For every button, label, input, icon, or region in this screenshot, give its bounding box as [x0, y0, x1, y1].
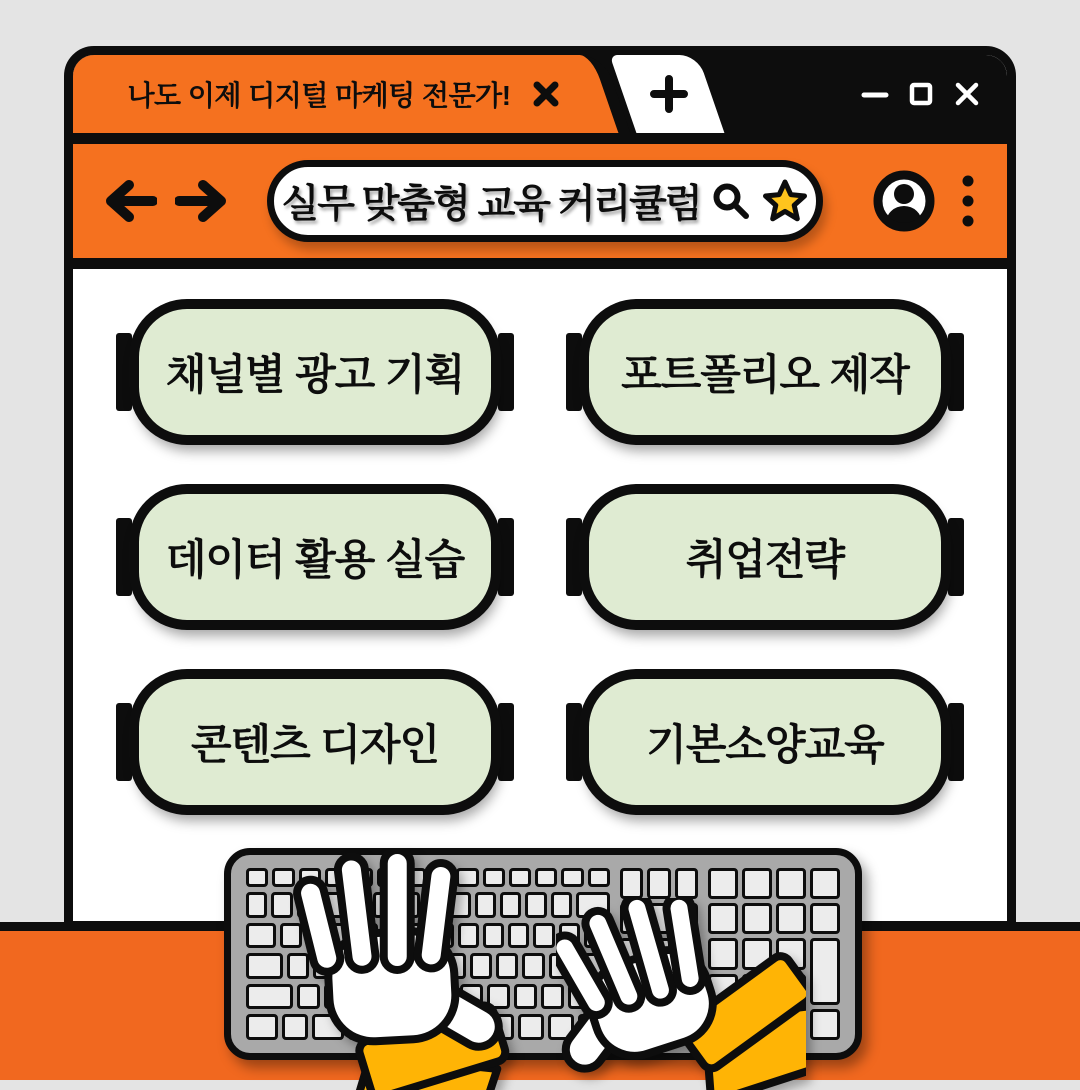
- tab-title: 나도 이제 디지털 마케팅 전문가!: [127, 80, 511, 111]
- curriculum-grid: [73, 269, 1007, 815]
- course-button-portfolio[interactable]: 포트폴리오 제작: [579, 299, 951, 445]
- back-icon[interactable]: [105, 178, 157, 224]
- window-controls: [859, 55, 983, 133]
- typing-hand-right: [556, 898, 806, 1090]
- course-button-job-strategy[interactable]: 취업전략: [579, 484, 951, 630]
- keyboard-key: [810, 903, 840, 934]
- keyboard-key: [810, 938, 840, 1004]
- address-bar[interactable]: [267, 160, 823, 242]
- keyboard-key: [533, 923, 554, 949]
- course-button-content-design[interactable]: 콘텐츠 디자인: [129, 669, 501, 815]
- close-window-icon[interactable]: [951, 78, 983, 110]
- browser-toolbar: [73, 133, 1007, 269]
- plus-icon: [650, 75, 688, 113]
- keyboard-key: [810, 868, 840, 899]
- keyboard-key: [647, 868, 670, 899]
- search-icon[interactable]: [712, 182, 750, 220]
- menu-kebab-icon[interactable]: [961, 174, 975, 228]
- tab-bar: [73, 55, 1007, 133]
- keyboard-key: [776, 868, 806, 899]
- keyboard-key: [708, 868, 738, 899]
- maximize-icon[interactable]: [905, 78, 937, 110]
- keyboard-key: [742, 868, 772, 899]
- keyboard-key: [535, 868, 557, 887]
- new-tab-plus[interactable]: [625, 55, 713, 133]
- bookmark-star-icon[interactable]: [762, 179, 808, 223]
- keyboard-key: [620, 868, 643, 899]
- tab-close-icon[interactable]: [531, 79, 561, 109]
- nav-arrows: [105, 178, 227, 224]
- keyboard-key: [675, 868, 698, 899]
- profile-avatar-icon[interactable]: [873, 170, 935, 232]
- browser-window: [64, 46, 1016, 930]
- keyboard-key: [588, 868, 610, 887]
- minimize-icon[interactable]: [859, 78, 891, 110]
- typing-hand-left: [262, 850, 532, 1090]
- address-bar-text: 실무 맞춤형 교육 커리큘럼: [281, 183, 701, 226]
- course-button-data-practice[interactable]: 데이터 활용 실습: [129, 484, 501, 630]
- course-button-channel-ads[interactable]: 채널별 광고 기획: [129, 299, 501, 445]
- keyboard-key: [810, 1009, 840, 1040]
- keyboard-key: [561, 868, 583, 887]
- active-tab-content[interactable]: [101, 55, 587, 133]
- course-button-basic-education[interactable]: 기본소양교육: [579, 669, 951, 815]
- forward-icon[interactable]: [175, 178, 227, 224]
